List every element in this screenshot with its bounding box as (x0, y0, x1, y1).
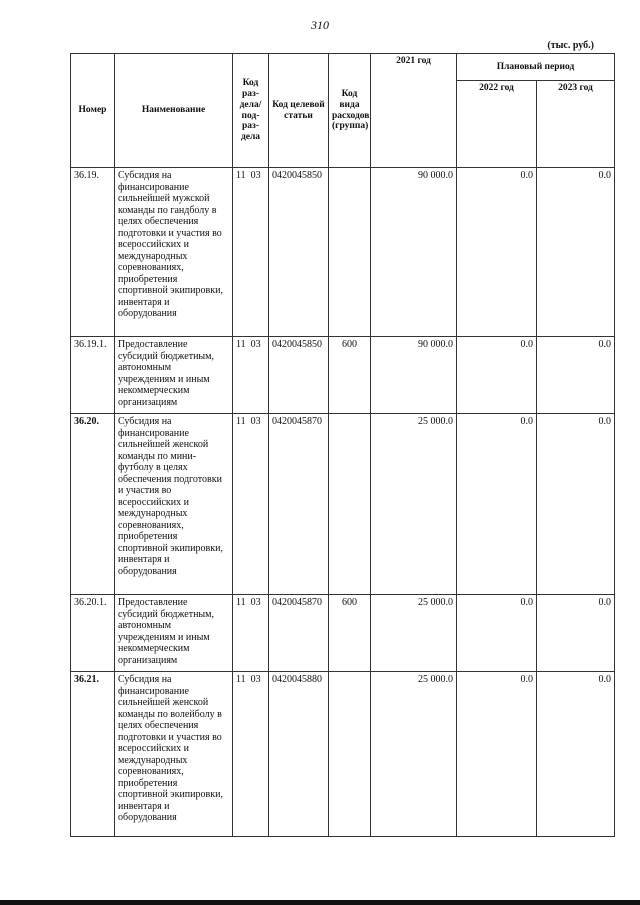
header-plan-period: Плановый период (457, 54, 615, 81)
row-2021: 25 000.0 (371, 672, 457, 837)
table-row (71, 414, 615, 595)
header-expense-type: Код вида расходов (группа) (329, 54, 371, 168)
row-2021: 90 000.0 (371, 168, 457, 337)
row-target: 0420045850 (269, 337, 329, 414)
row-section-code: 11 (236, 597, 246, 608)
row-expense-type: 600 (329, 337, 371, 414)
row-target: 0420045870 (269, 414, 329, 595)
page-bottom-border (0, 900, 640, 905)
row-name: Предоставление субсидий бюджетным, автономным учреждениям и иным некоммерческим организациям (115, 595, 233, 672)
table-row (71, 672, 615, 837)
row-2022: 0.0 (457, 168, 537, 337)
row-2021: 90 000.0 (371, 337, 457, 414)
row-2022: 0.0 (457, 337, 537, 414)
row-2021: 25 000.0 (371, 414, 457, 595)
row-target: 0420045850 (269, 168, 329, 337)
header-section: Код раз- дела/ под- раз- дела (233, 54, 269, 168)
header-target: Код целевой статьи (269, 54, 329, 168)
budget-table (70, 53, 615, 837)
row-number: 36.20.1. (71, 595, 115, 672)
row-target: 0420045870 (269, 595, 329, 672)
row-expense-type (329, 168, 371, 337)
row-name: Субсидия на финансирование сильнейшей женской команды по волейболу в целях обеспечения подготовки и участия во всероссийских и международных соревнованиях, приобретения спортивной экипировки, инвентаря и оборудования (115, 672, 233, 837)
row-2022: 0.0 (457, 595, 537, 672)
row-subsection-code: 03 (250, 170, 261, 181)
row-section (233, 168, 269, 337)
row-2022: 0.0 (457, 414, 537, 595)
row-number: 36.20. (71, 414, 115, 595)
row-expense-type: 600 (329, 595, 371, 672)
header-2023: 2023 год (537, 81, 615, 168)
row-number: 36.19.1. (71, 337, 115, 414)
header-2022: 2022 год (457, 81, 537, 168)
row-2023: 0.0 (537, 595, 615, 672)
header-2021: 2021 год (371, 54, 457, 168)
row-2023: 0.0 (537, 414, 615, 595)
row-section-code: 11 (236, 674, 246, 685)
row-2023: 0.0 (537, 168, 615, 337)
header-row-top (71, 54, 615, 81)
table-row (71, 168, 615, 337)
row-section (233, 595, 269, 672)
row-section (233, 672, 269, 837)
header-number: Номер (71, 54, 115, 168)
header-name: Наименование (115, 54, 233, 168)
row-2021: 25 000.0 (371, 595, 457, 672)
row-expense-type (329, 672, 371, 837)
row-target: 0420045880 (269, 672, 329, 837)
row-section (233, 337, 269, 414)
row-section-code: 11 (236, 416, 246, 427)
page-number: 310 (311, 18, 329, 32)
row-subsection-code: 03 (250, 416, 261, 427)
row-2023: 0.0 (537, 672, 615, 837)
row-number: 36.21. (71, 672, 115, 837)
row-subsection-code: 03 (250, 674, 261, 685)
row-number: 36.19. (71, 168, 115, 337)
row-name: Предоставление субсидий бюджетным, автономным учреждениям и иным некоммерческим организациям (115, 337, 233, 414)
row-section-code: 11 (236, 339, 246, 350)
row-name: Субсидия на финансирование сильнейшей женской команды по мини-футболу в целях обеспечения подготовки и участия во всероссийских и международных соревнованиях, приобретения спортивной экипировки, инвентаря и оборудования (115, 414, 233, 595)
row-2023: 0.0 (537, 337, 615, 414)
row-subsection-code: 03 (250, 597, 261, 608)
table-row (71, 595, 615, 672)
row-name: Субсидия на финансирование сильнейшей мужской команды по гандболу в целях обеспечения подготовки и участия во всероссийских и международных соревнованиях, приобретения спортивной экипировки, инвентаря и оборудования (115, 168, 233, 337)
row-section (233, 414, 269, 595)
row-2022: 0.0 (457, 672, 537, 837)
units-label: (тыс. руб.) (547, 40, 594, 51)
table-row (71, 337, 615, 414)
row-expense-type (329, 414, 371, 595)
row-section-code: 11 (236, 170, 246, 181)
row-subsection-code: 03 (250, 339, 261, 350)
